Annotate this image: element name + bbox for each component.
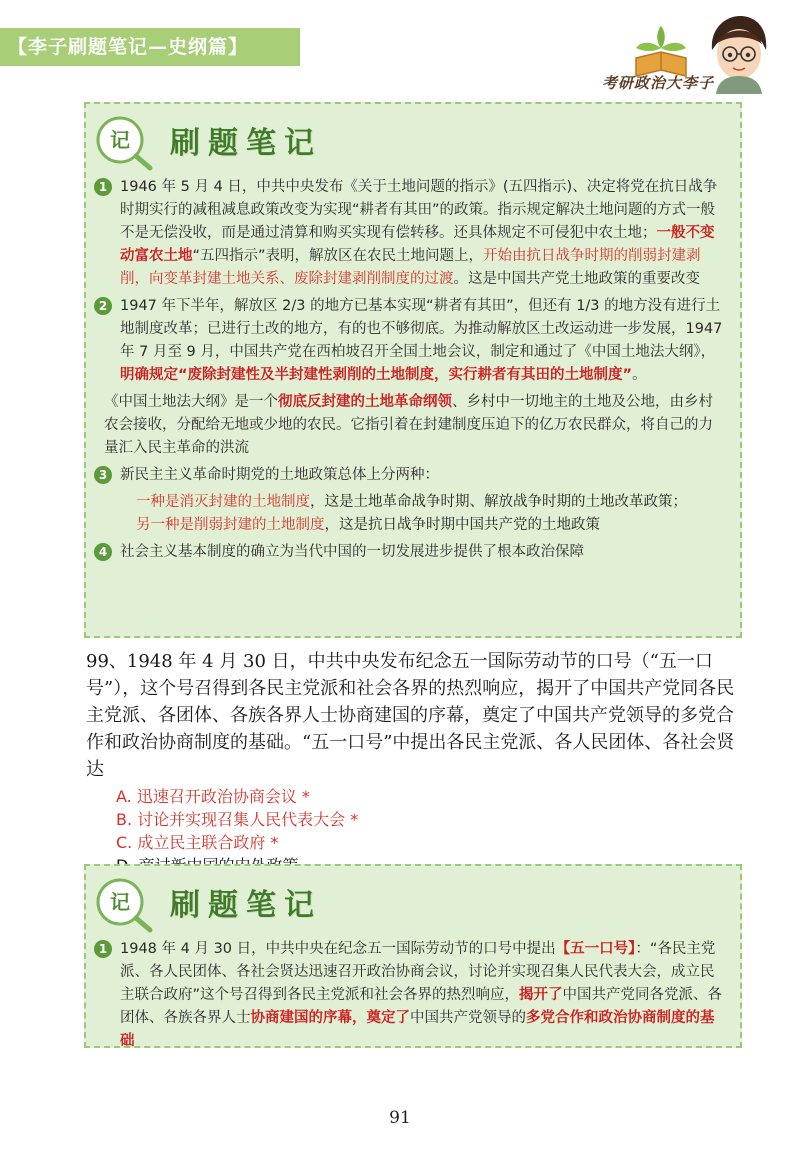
svg-text:记: 记 (110, 890, 130, 914)
question-block (86, 648, 746, 877)
note-text: 《中国土地法大纲》是一个 (104, 394, 278, 410)
highlight-text: 彻底反封建的土地革命纲领 (278, 394, 452, 410)
note-subline-1 (86, 491, 740, 514)
header-banner: 【李子刷题笔记—史纲篇】 (0, 28, 300, 66)
highlight-text: 揭开了 (519, 987, 563, 1003)
notes-header (86, 104, 740, 176)
study-notes-box-2 (84, 864, 742, 1048)
highlight-text: 明确规定“废除封建性及半封建性剥削的土地制度，实行耕者有其田的土地制度” (120, 367, 633, 383)
brand-text: 考研政治大李子 (602, 74, 715, 92)
highlight-text: 开始由抗日战争时期的削弱封建剥削，向变革封建土地关系、废除封建剥削制度的过渡 (120, 248, 701, 287)
study-notes-box-1 (84, 102, 742, 638)
highlight-text: 另一种是削弱封建的土地制度 (136, 517, 325, 533)
option-b[interactable]: B. 讨论并实现召集人民代表大会 * (116, 810, 359, 829)
notes-title: 刷题笔记 (170, 126, 322, 161)
number-badge: 2 (94, 297, 112, 315)
note-subline-2 (86, 514, 740, 537)
notes-title: 刷题笔记 (170, 888, 322, 923)
avatar (706, 14, 772, 94)
note-item-4 (86, 541, 740, 564)
question-text: 99、1948 年 4 月 30 日，中共中央发布纪念五一国际劳动节的口号（“五一口号”），这个号召得到各民主党派和社会各界的热烈响应，揭开了中国共产党同各民主党派、各团体、各族各界人士协商建国的序幕，奠定了中国共产党领导的多党合作和政治协商制度的基础。“五一口号”中提出各民主党派、各人民团体、各社会贤达 (86, 651, 735, 780)
svg-text:记: 记 (110, 128, 130, 152)
notes-header (86, 866, 740, 938)
note-text: 1946 年 5 月 4 日，中共中央发布《关于土地问题的指示》(五四指示)、决定将党在抗日战争时期实行的减租减息政策改变为实现“耕者有其田”的政策。指示规定解决土地问题的方式一般不是无偿没收，而是通过清算和购买实现有偿转移。还具体规定不可侵犯中农土地； (120, 179, 718, 241)
number-badge: 1 (94, 940, 112, 958)
note-text: 新民主主义革命时期党的土地政策总体上分两种： (120, 467, 439, 483)
note-badge-icon (92, 874, 158, 934)
highlight-text: 一般不变动富农土地 (120, 225, 715, 264)
note-text: ，这是抗日战争时期中国共产党的土地政策 (324, 517, 600, 533)
option-c[interactable]: C. 成立民主联合政府 * (116, 833, 279, 852)
note-text: 社会主义基本制度的确立为当代中国的一切发展进步提供了根本政治保障 (120, 544, 584, 560)
highlight-text: 多党合作和政治协商制度的基础 (120, 1010, 715, 1049)
note-text: 。 (632, 367, 647, 383)
highlight-text: 协商建国的序幕，奠定了 (250, 1010, 410, 1026)
note-text: 中国共产党同各党派、各团体、各族各界人士 (120, 987, 723, 1026)
note-text: 中国共产党领导的 (410, 1010, 526, 1026)
note-item-1 (86, 176, 740, 291)
number-badge: 3 (94, 466, 112, 484)
note-item-3 (86, 464, 740, 487)
note-badge-icon (92, 112, 158, 172)
highlight-text: 一种是消灭封建的土地制度 (136, 494, 310, 510)
option-a[interactable]: A. 迅速召开政治协商会议 * (116, 787, 310, 806)
note-item-1 (86, 938, 740, 1053)
note-text: 1947 年下半年，解放区 2/3 的地方已基本实现“耕者有其田”，但还有 1/3 的地方没有进行土地制度改革；已进行土改的地方，有的也不够彻底。为推动解放区土改运动进一步发展，1947 年 7 月至 9 月，中国共产党在西柏坡召开全国土地会议，制定和通过了《中国土地法大纲》， (120, 298, 723, 360)
note-text: 、乡村中一切地主的土地及公地，由乡村农会接收，分配给无地或少地的农民。它指引着在封建制度压迫下的亿万农民群众，将自己的力量汇入民主革命的洪流 (104, 394, 713, 456)
page-number: 91 (389, 1108, 411, 1128)
highlight-text: 【五一口号】 (555, 941, 636, 957)
note-item-2 (86, 295, 740, 387)
note-text: ：“各民主党派、各人民团体、各社会贤达迅速召开政治协商会议，讨论并实现召集人民代表大会，成立民主联合政府”这个号召得到各民主党派和社会各界的热烈响应， (120, 941, 716, 1003)
note-text: ，这是土地革命战争时期、解放战争时期的土地改革政策； (310, 494, 687, 510)
number-badge: 1 (94, 178, 112, 196)
note-text: 。这是中国共产党土地政策的重要改变 (453, 271, 700, 287)
note-text: “五四指示”表明，解放区在农民土地问题上， (192, 248, 484, 264)
note-text: 1948 年 4 月 30 日，中共中央在纪念五一国际劳动节的口号中提出 (120, 941, 556, 957)
note-paragraph (86, 391, 740, 460)
number-badge: 4 (94, 543, 112, 561)
